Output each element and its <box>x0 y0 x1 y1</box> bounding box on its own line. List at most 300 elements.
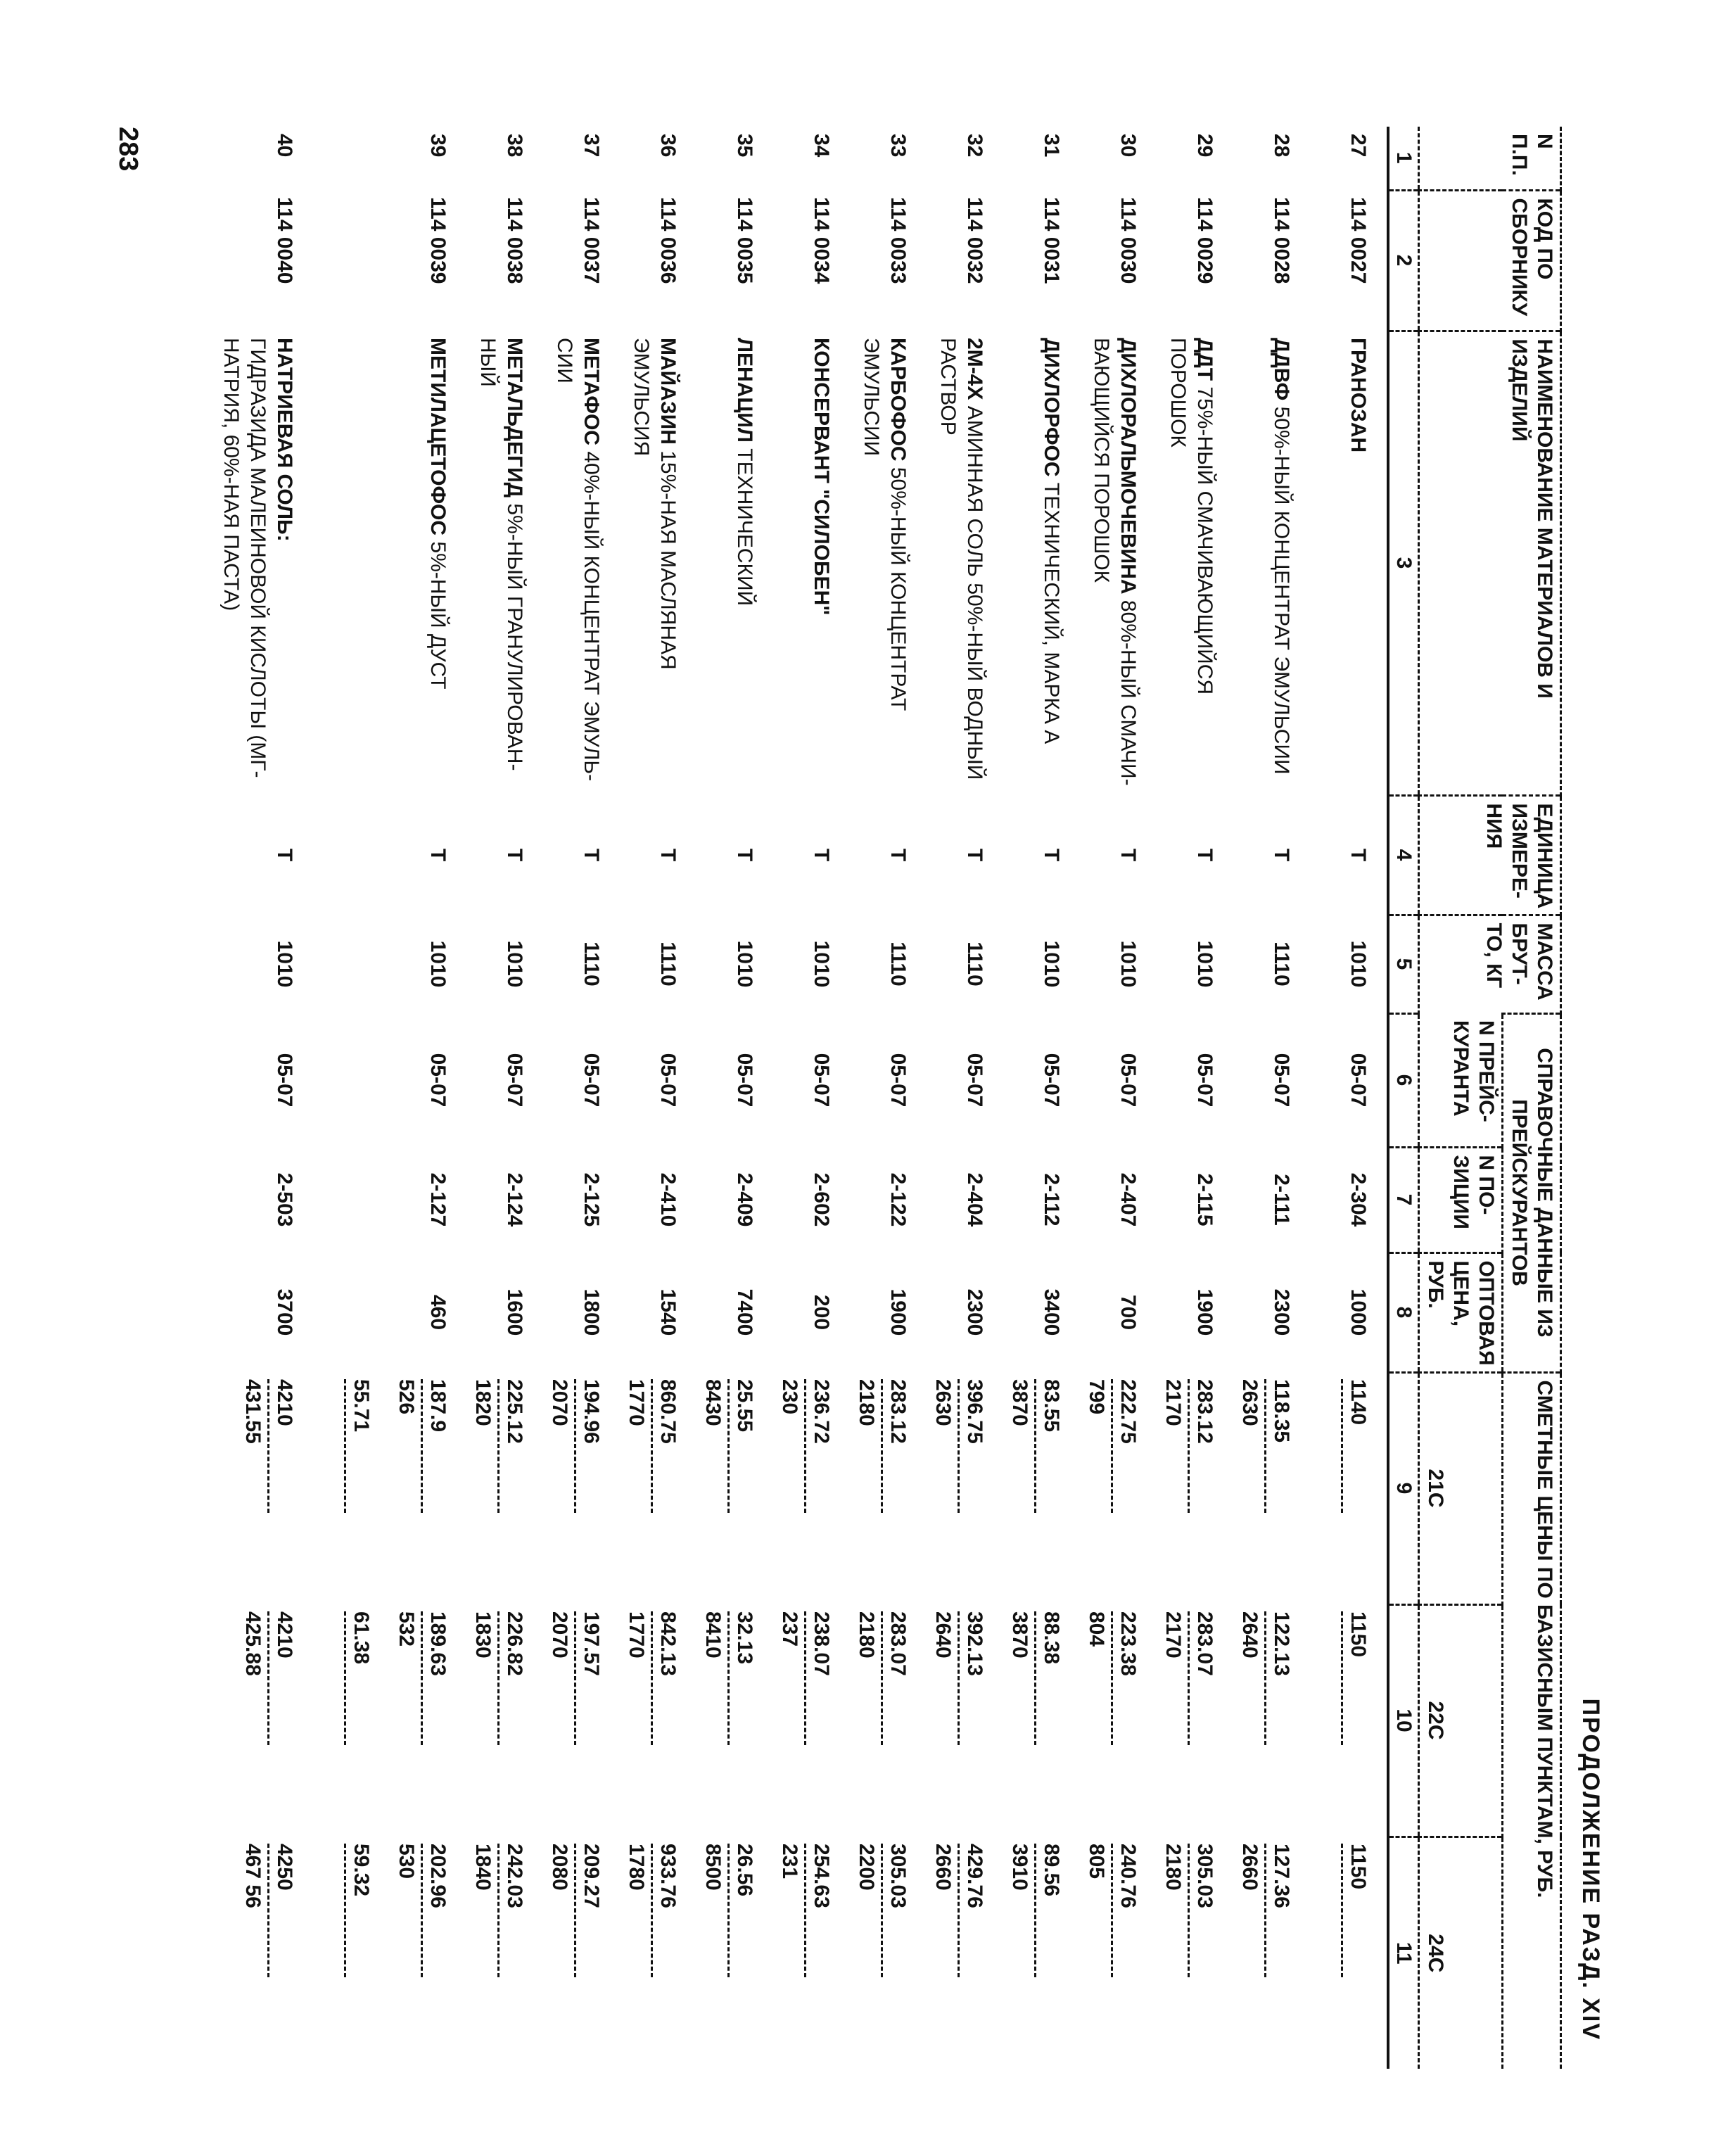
cell-position: 2-122 <box>886 1172 910 1227</box>
header-ref-group: СПРАВОЧНЫЕ ДАННЫЕ ИЗ ПРЕЙСКУРАНТОВ <box>1503 1013 1561 1372</box>
price-p22 <box>313 1604 390 1837</box>
table-row <box>620 127 697 2069</box>
cell-unit: Т <box>656 848 680 862</box>
price-p22-bottom: 2640 <box>931 1611 955 1659</box>
dashed-divider <box>804 1844 806 1977</box>
rotated-sheet <box>98 127 1604 2069</box>
price-p24-top: 202.96 <box>426 1844 450 1908</box>
cell-n: 32 <box>963 134 986 158</box>
group-title: НАТРИЕВАЯ СОЛЬ: <box>273 338 296 542</box>
price-p24-bottom: 805 <box>1085 1844 1108 1879</box>
cell-position: 2-304 <box>1347 1172 1370 1227</box>
col-number: 8 <box>1388 1253 1419 1372</box>
dashed-divider <box>1111 1611 1113 1745</box>
material-name-rest: ГИДРАЗИДА МАЛЕИНОВОЙ КИСЛОТЫ (МГ-НАТРИЯ, 60%-НАЯ ПАСТА) <box>220 338 269 778</box>
cell-position: 2-410 <box>656 1172 680 1227</box>
price-p21-bottom: 799 <box>1085 1379 1108 1415</box>
cell-n: 40 <box>273 134 296 158</box>
cell-wholesale: 700 <box>1117 1294 1140 1331</box>
price-p22-bottom: 2640 <box>1238 1611 1261 1659</box>
dashed-divider <box>727 1844 730 1977</box>
price-p24-top: 26.56 <box>733 1844 756 1897</box>
price-p21 <box>215 1372 313 1604</box>
cell-position: 2-112 <box>1040 1173 1063 1226</box>
material-name-bold: МЕТИЛАЦЕТОФОС <box>426 338 450 536</box>
material-name-bold: ЛЕНАЦИЛ <box>733 338 756 443</box>
cell-mass: 1010 <box>733 940 756 988</box>
material-name-bold: МЕТАЛЬДЕГИД <box>503 338 526 498</box>
dashed-divider <box>1034 1611 1036 1745</box>
price-p22 <box>927 1604 1003 1837</box>
price-p21-bottom: 1770 <box>625 1379 648 1426</box>
cell-code: 114 0034 <box>810 197 833 284</box>
material-name-bold: КОНСЕРВАНТ "СИЛОБЕН" <box>810 338 833 616</box>
cell-position: 2-115 <box>1193 1173 1216 1226</box>
price-p24-top: 429.76 <box>963 1844 986 1908</box>
cell-mass: 1110 <box>963 941 986 987</box>
price-p21-bottom: 2180 <box>855 1379 878 1426</box>
material-name-rest: 5%-НЫЙ ГРАНУЛИРОВАН- НЫЙ <box>476 338 526 771</box>
dashed-divider <box>881 1844 883 1977</box>
dashed-divider <box>1188 1379 1190 1513</box>
dashed-divider <box>804 1379 806 1513</box>
cell-wholesale: 1900 <box>1193 1288 1216 1336</box>
price-p21-bottom: 2070 <box>548 1379 571 1426</box>
price-p21-top: 194.96 <box>580 1379 603 1444</box>
cell-wholesale: 7400 <box>733 1288 756 1336</box>
price-p22-bottom: 8410 <box>701 1611 725 1659</box>
cell-name <box>466 331 543 795</box>
dashed-divider <box>574 1844 576 1977</box>
price-p24-bottom: 530 <box>395 1844 418 1879</box>
header-row <box>1503 127 1561 2069</box>
price-p21-top: 222.75 <box>1117 1379 1140 1444</box>
dashed-divider <box>497 1611 500 1745</box>
header-pricelist-no: N ПРЕЙС- КУРАНТА <box>1419 1013 1503 1147</box>
cell-name <box>1233 331 1310 795</box>
price-p22 <box>543 1604 620 1837</box>
price-p24-top: 240.76 <box>1117 1844 1140 1908</box>
dashed-divider <box>1034 1844 1036 1977</box>
price-p24-top: 4250 <box>273 1844 296 1891</box>
material-name-rest: 50%-НЫЙ КОНЦЕНТРАТ ЭМУЛЬСИИ <box>1270 406 1293 775</box>
table-row <box>215 127 313 2069</box>
price-p22-bottom: 532 <box>395 1611 418 1647</box>
header-code: КОД ПО СБОРНИКУ <box>1419 190 1561 331</box>
price-p22 <box>773 1604 850 1837</box>
price-p22 <box>1080 1604 1157 1837</box>
price-p24-bottom <box>316 1844 343 2062</box>
price-p24 <box>1080 1837 1157 2069</box>
price-p24 <box>773 1837 850 2069</box>
cell-pricelist: 05-07 <box>1193 1053 1216 1108</box>
price-p22 <box>697 1604 773 1837</box>
price-p21-bottom: 8430 <box>701 1379 725 1426</box>
cell-name <box>543 331 620 795</box>
price-p22 <box>1157 1604 1233 1837</box>
header-prices-group: СМЕТНЫЕ ЦЕНЫ ПО БАЗИСНЫМ ПУНКТАМ, РУБ. <box>1503 1372 1561 2069</box>
header-p22: 22С <box>1419 1604 1503 1837</box>
price-p21-top: 25.55 <box>733 1379 756 1433</box>
cell-n: 34 <box>810 134 833 158</box>
cell-name <box>390 331 466 795</box>
table-row <box>1233 127 1310 2069</box>
cell-name <box>620 331 697 795</box>
price-p22-top: 283.07 <box>886 1611 910 1676</box>
price-p22 <box>1233 1604 1310 1837</box>
price-p24-top: 933.76 <box>656 1844 680 1908</box>
cell-pricelist: 05-07 <box>273 1053 296 1108</box>
cell-pricelist: 05-07 <box>656 1053 680 1108</box>
cell-pricelist: 05-07 <box>886 1053 910 1108</box>
cell-n: 33 <box>886 134 910 158</box>
col-number: 4 <box>1388 795 1419 915</box>
dashed-divider <box>574 1379 576 1513</box>
table-row <box>927 127 1003 2069</box>
cell-mass: 1010 <box>1040 940 1063 988</box>
price-p21-top: 1140 <box>1347 1379 1370 1426</box>
dashed-divider <box>1341 1844 1343 1977</box>
cell-unit: Т <box>1117 848 1140 862</box>
price-p21 <box>927 1372 1003 1604</box>
material-name-rest: 40%-НЫЙ КОНЦЕНТРАТ ЭМУЛЬ- СИИ <box>553 338 603 782</box>
dashed-divider <box>958 1844 960 1977</box>
cell-pricelist: 05-07 <box>1117 1053 1140 1108</box>
column-numbers-row <box>1388 127 1419 2069</box>
cell-code: 114 0033 <box>886 197 910 284</box>
cell-n: 36 <box>656 134 680 158</box>
price-p22-bottom: 425.88 <box>241 1611 265 1676</box>
price-p22-bottom: 237 <box>778 1611 801 1647</box>
cell-unit: Т <box>1347 848 1370 862</box>
price-p22-top: 842.13 <box>656 1611 680 1676</box>
price-p22-top: 197.57 <box>580 1611 603 1676</box>
price-p24 <box>620 1837 697 2069</box>
cell-n: 37 <box>580 134 603 158</box>
price-p22-bottom: 1770 <box>625 1611 648 1659</box>
price-p22-bottom: 2170 <box>1162 1611 1185 1659</box>
cell-mass: 1110 <box>886 941 910 987</box>
price-p21 <box>390 1372 466 1604</box>
material-name-bold: МАЙАЗИН <box>656 338 680 445</box>
cell-unit: Т <box>273 848 296 862</box>
cell-wholesale: 2300 <box>963 1288 986 1336</box>
col-number: 5 <box>1388 915 1419 1013</box>
price-p22-bottom: 3870 <box>1008 1611 1031 1659</box>
price-p22-top: 88.38 <box>1040 1611 1063 1665</box>
col-number: 2 <box>1388 190 1419 331</box>
price-p22 <box>466 1604 543 1837</box>
cell-n: 30 <box>1117 134 1140 158</box>
price-p21-bottom: 3870 <box>1008 1379 1031 1426</box>
price-p24 <box>927 1837 1003 2069</box>
dashed-divider <box>344 1379 346 1513</box>
cell-n: 38 <box>503 134 526 158</box>
dashed-divider <box>1264 1379 1266 1513</box>
dashed-divider <box>344 1844 346 1977</box>
cell-position: 2-409 <box>733 1172 756 1227</box>
price-p22-bottom: 2180 <box>855 1611 878 1659</box>
price-p24-top: 305.03 <box>886 1844 910 1908</box>
price-p24 <box>313 1837 390 2069</box>
price-p24 <box>697 1837 773 2069</box>
price-p24-top: 209.27 <box>580 1844 603 1908</box>
price-p22-bottom: 1830 <box>471 1611 495 1659</box>
cell-n: 35 <box>733 134 756 158</box>
price-p21 <box>773 1372 850 1604</box>
cell-mass: 1010 <box>503 940 526 988</box>
col-number: 10 <box>1388 1604 1419 1837</box>
col-number: 6 <box>1388 1013 1419 1147</box>
dashed-divider <box>1264 1611 1266 1745</box>
price-p22 <box>850 1604 927 1837</box>
price-p24-bottom: 2200 <box>855 1844 878 1891</box>
cell-unit: Т <box>503 848 526 862</box>
dashed-divider <box>651 1844 653 1977</box>
cell-n: 27 <box>1347 134 1370 158</box>
price-p21 <box>1310 1372 1388 1604</box>
cell-unit: Т <box>426 848 450 862</box>
header-p21: 21С <box>1419 1372 1503 1604</box>
cell-code: 114 0036 <box>656 197 680 284</box>
cell-mass: 1110 <box>580 941 603 987</box>
cell-pricelist <box>313 1013 390 1147</box>
price-p24-top: 305.03 <box>1193 1844 1216 1908</box>
header-name: НАИМЕНОВАНИЕ МАТЕРИАЛОВ И ИЗДЕЛИЙ <box>1419 331 1561 795</box>
price-p22-top: 223.38 <box>1117 1611 1140 1676</box>
price-p21 <box>313 1372 390 1604</box>
price-p21-bottom: 526 <box>395 1379 418 1415</box>
price-p21 <box>850 1372 927 1604</box>
price-p22-bottom: 804 <box>1085 1611 1108 1647</box>
price-p22-top: 238.07 <box>810 1611 833 1676</box>
price-p24-bottom: 1840 <box>471 1844 495 1891</box>
cell-wholesale: 460 <box>426 1294 450 1331</box>
cell-mass: 1110 <box>656 941 680 987</box>
cell-code: 114 0035 <box>733 197 756 284</box>
material-name-rest: 75%-НЫЙ СМАЧИВАЮЩИЙСЯ ПОРОШОК <box>1166 338 1216 695</box>
table-row <box>466 127 543 2069</box>
cell-position <box>313 1147 390 1253</box>
dashed-divider <box>881 1379 883 1513</box>
price-p21-bottom <box>1313 1379 1340 1597</box>
cell-code: 114 0040 <box>273 197 296 284</box>
price-p21-bottom: 2170 <box>1162 1379 1185 1426</box>
running-head: ПРОДОЛЖЕНИЕ РАЗД. XIV <box>1577 1698 1604 2041</box>
header-n: N П.П. <box>1419 127 1561 190</box>
col-number: 9 <box>1388 1372 1419 1604</box>
cell-n: 28 <box>1270 134 1293 158</box>
price-p24 <box>850 1837 927 2069</box>
dashed-divider <box>421 1611 423 1745</box>
cell-mass: 1010 <box>1193 940 1216 988</box>
dashed-divider <box>267 1844 269 1977</box>
cell-position: 2-407 <box>1117 1172 1140 1227</box>
cell-code: 114 0032 <box>963 197 986 284</box>
cell-code: 114 0027 <box>1347 197 1370 284</box>
cell-unit: Т <box>963 848 986 862</box>
price-p21-top: 55.71 <box>350 1379 373 1433</box>
price-p24-top: 89.56 <box>1040 1844 1063 1897</box>
price-p24 <box>1310 1837 1388 2069</box>
material-name-rest: АМИННАЯ СОЛЬ 50%-НЫЙ ВОДНЫЙ РАСТВОР <box>936 338 986 780</box>
cell-unit: Т <box>886 848 910 862</box>
dashed-divider <box>421 1379 423 1513</box>
price-p24-top: 254.63 <box>810 1844 833 1908</box>
col-number: 11 <box>1388 1837 1419 2069</box>
cell-code: 114 0030 <box>1117 197 1140 284</box>
col-number: 1 <box>1388 127 1419 190</box>
price-table <box>215 127 1562 2069</box>
cell-wholesale: 2300 <box>1270 1288 1293 1336</box>
table-row <box>850 127 927 2069</box>
cell-unit: Т <box>733 848 756 862</box>
price-p24-bottom: 2660 <box>931 1844 955 1891</box>
cell-pricelist: 05-07 <box>1040 1053 1063 1108</box>
table-row <box>390 127 466 2069</box>
price-p22-bottom <box>316 1611 343 1830</box>
dashed-divider <box>727 1611 730 1745</box>
col-number: 3 <box>1388 331 1419 795</box>
cell-n: 29 <box>1193 134 1216 158</box>
price-p21-bottom: 2630 <box>1238 1379 1261 1426</box>
cell-wholesale: 3700 <box>273 1288 296 1336</box>
dashed-divider <box>958 1611 960 1745</box>
cell-wholesale <box>313 1253 390 1372</box>
price-p22 <box>215 1604 313 1837</box>
price-p22-top: 1150 <box>1347 1611 1370 1658</box>
dashed-divider <box>958 1379 960 1513</box>
cell-wholesale: 1600 <box>503 1288 526 1336</box>
dashed-divider <box>1111 1844 1113 1977</box>
table-row <box>1080 127 1157 2069</box>
price-p21 <box>466 1372 543 1604</box>
cell-name <box>850 331 927 795</box>
cell-position: 2-127 <box>426 1172 450 1227</box>
cell-name <box>1080 331 1157 795</box>
price-p24 <box>543 1837 620 2069</box>
table-row <box>1157 127 1233 2069</box>
price-p21-bottom: 230 <box>778 1379 801 1415</box>
cell-pricelist: 05-07 <box>1347 1053 1370 1108</box>
price-p24-bottom: 231 <box>778 1844 801 1879</box>
dashed-divider <box>1188 1844 1190 1977</box>
price-p22-top: 392.13 <box>963 1611 986 1676</box>
cell-mass: 1010 <box>810 940 833 988</box>
cell-unit <box>313 795 390 915</box>
price-p21 <box>1003 1372 1080 1604</box>
cell-code: 114 0029 <box>1193 197 1216 284</box>
cell-mass: 1010 <box>273 940 296 988</box>
dashed-divider <box>1341 1611 1343 1745</box>
price-p21-top: 396.75 <box>963 1379 986 1444</box>
price-p24-top: 242.03 <box>503 1844 526 1908</box>
price-p21-bottom: 1820 <box>471 1379 495 1426</box>
cell-pricelist: 05-07 <box>580 1053 603 1108</box>
cell-n: 39 <box>426 134 450 158</box>
price-p21-top: 236.72 <box>810 1379 833 1444</box>
dashed-divider <box>651 1379 653 1513</box>
cell-pricelist: 05-07 <box>733 1053 756 1108</box>
price-p21-top: 860.75 <box>656 1379 680 1444</box>
price-p24 <box>1157 1837 1233 2069</box>
dashed-divider <box>881 1611 883 1745</box>
price-p22-top: 226.82 <box>503 1611 526 1676</box>
dashed-divider <box>1341 1379 1343 1513</box>
cell-wholesale: 3400 <box>1040 1288 1063 1336</box>
cell-unit: Т <box>810 848 833 862</box>
material-name-rest: ТЕХНИЧЕСКИЙ <box>733 448 756 607</box>
cell-position: 2-404 <box>963 1172 986 1227</box>
cell-pricelist: 05-07 <box>503 1053 526 1108</box>
cell-pricelist: 05-07 <box>1270 1053 1293 1108</box>
cell-code: 114 0031 <box>1040 197 1063 284</box>
dashed-divider <box>497 1379 500 1513</box>
table-body <box>215 127 1388 2069</box>
cell-name <box>1157 331 1233 795</box>
table-row <box>697 127 773 2069</box>
price-p22 <box>390 1604 466 1837</box>
dashed-divider <box>1111 1379 1113 1513</box>
cell-mass: 1010 <box>1347 940 1370 988</box>
dashed-divider <box>421 1844 423 1977</box>
cell-wholesale: 1540 <box>656 1288 680 1336</box>
header-position-no: N ПО- ЗИЦИИ <box>1419 1147 1503 1253</box>
cell-position: 2-125 <box>580 1172 603 1227</box>
price-p24 <box>1233 1837 1310 2069</box>
table-row <box>773 127 850 2069</box>
cell-name <box>1003 331 1080 795</box>
cell-unit: Т <box>580 848 603 862</box>
price-p22-bottom <box>1313 1611 1340 1830</box>
price-p21-top: 4210 <box>273 1379 296 1426</box>
price-p24-bottom: 3910 <box>1008 1844 1031 1891</box>
price-p24-bottom: 1780 <box>625 1844 648 1891</box>
material-name-bold: ГРАНОЗАН <box>1347 338 1370 453</box>
cell-mass: 1010 <box>1117 940 1140 988</box>
header-mass: МАССА БРУТ- ТО, КГ <box>1419 915 1561 1013</box>
cell-n: 31 <box>1040 134 1063 158</box>
header-wholesale: ОПТОВАЯ ЦЕНА, РУБ. <box>1419 1253 1503 1372</box>
cell-unit: Т <box>1040 848 1063 862</box>
cell-wholesale: 200 <box>810 1294 833 1331</box>
price-p24-top: 127.36 <box>1270 1844 1293 1908</box>
cell-name <box>927 331 1003 795</box>
cell-position: 2-111 <box>1270 1174 1293 1226</box>
table-row <box>313 127 390 2069</box>
cell-name <box>1310 331 1388 795</box>
price-p24-bottom: 2080 <box>548 1844 571 1891</box>
table-row <box>1003 127 1080 2069</box>
price-p22 <box>1003 1604 1080 1837</box>
material-name-bold: ДИХЛОРАЛЬМОЧЕВИНА <box>1117 338 1140 595</box>
price-p24 <box>390 1837 466 2069</box>
cell-name <box>773 331 850 795</box>
price-p22-top: 32.13 <box>733 1611 756 1665</box>
dashed-divider <box>267 1379 269 1513</box>
dashed-divider <box>1034 1379 1036 1513</box>
price-p21 <box>697 1372 773 1604</box>
cell-mass: 1110 <box>1270 941 1293 987</box>
cell-n <box>313 127 390 190</box>
material-name-rest: 80%-НЫЙ СМАЧИ- ВАЮЩИЙСЯ ПОРОШОК <box>1090 338 1140 786</box>
dashed-divider <box>344 1611 346 1745</box>
cell-code: 114 0038 <box>503 197 526 284</box>
cell-pricelist: 05-07 <box>810 1053 833 1108</box>
cell-wholesale: 1900 <box>886 1288 910 1336</box>
header-p24: 24С <box>1419 1837 1503 2069</box>
price-p24-bottom: 467 56 <box>241 1844 265 1908</box>
